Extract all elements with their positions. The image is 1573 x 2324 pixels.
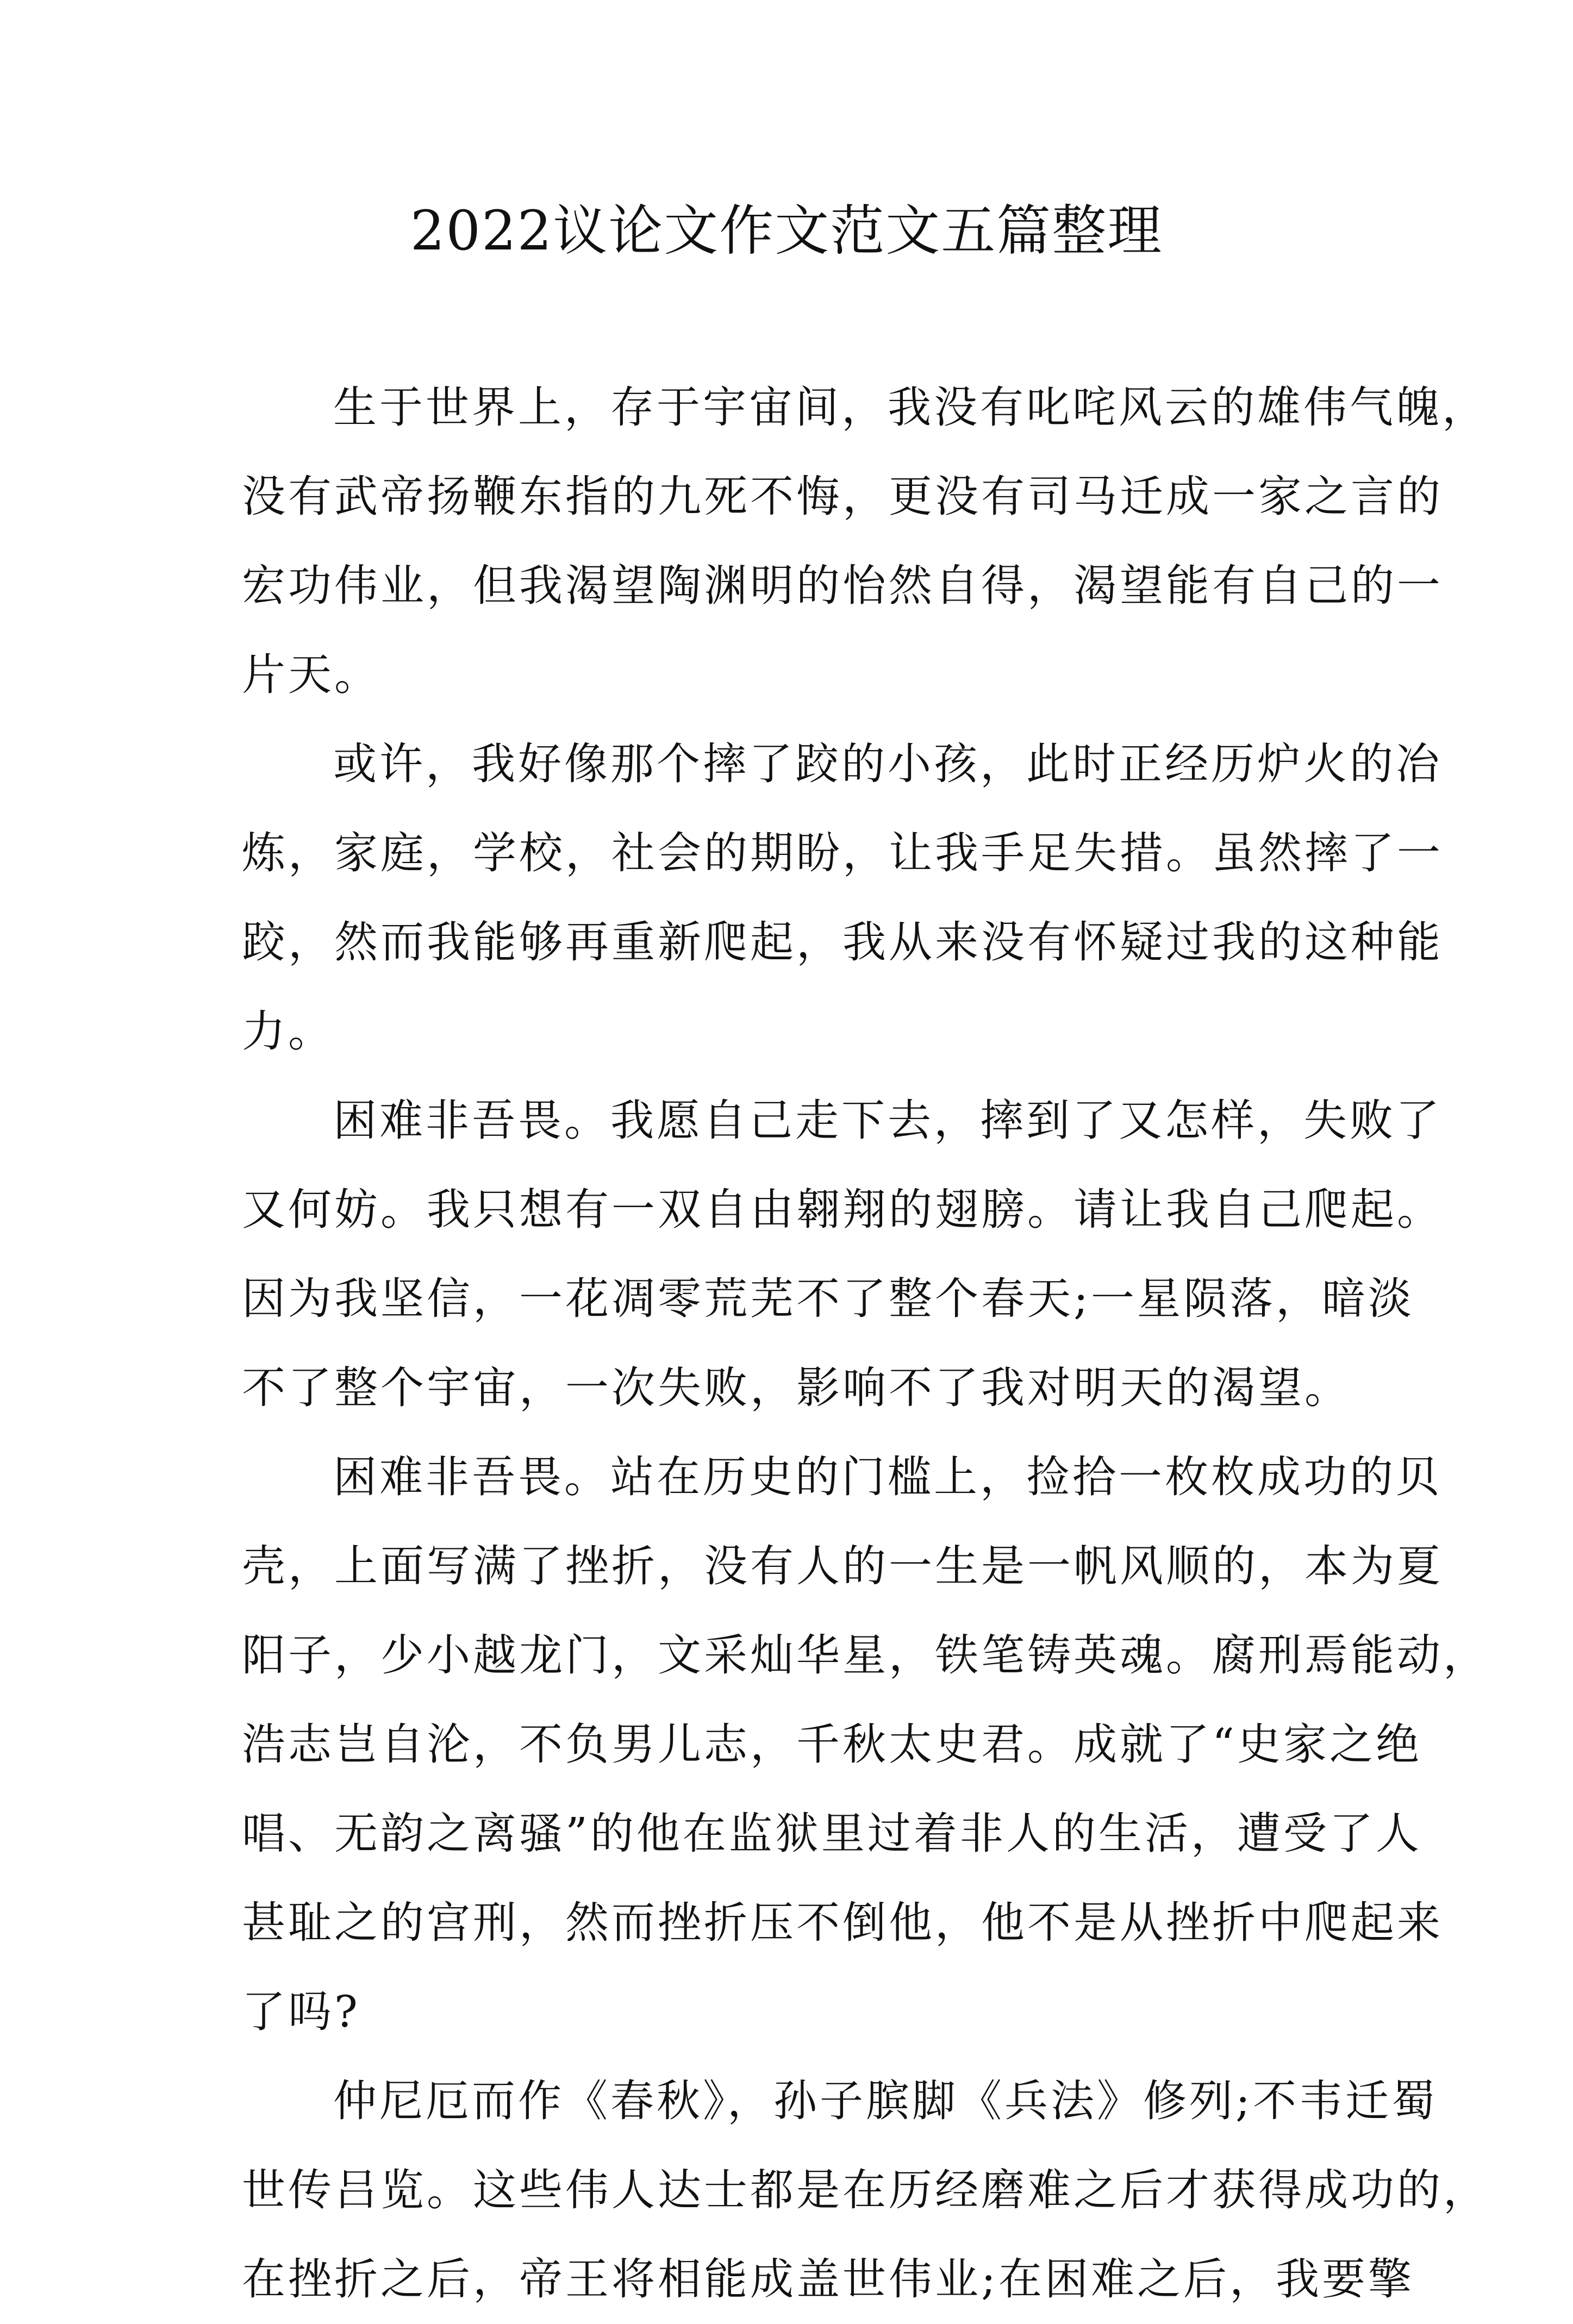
paragraph-3-line-1: 困难非吾畏。我愿自己走下去，摔到了又怎样，失败了 [333,1095,1442,1146]
paragraph-1-line-1: 生于世界上，存于宇宙间，我没有叱咤风云的雄伟气魄， [333,382,1488,433]
paragraph-3-line-3: 因为我坚信，一花凋零荒芜不了整个春天;一星陨落，暗淡 [242,1273,1414,1324]
paragraph-2-line-1: 或许，我好像那个摔了跤的小孩，此时正经历炉火的冶 [333,739,1442,789]
paragraph-3-line-4: 不了整个宇宙，一次失败，影响不了我对明天的渴望。 [242,1363,1351,1413]
paragraph-4-line-1: 困难非吾畏。站在历史的门槛上，捡拾一枚枚成功的贝 [333,1452,1442,1502]
paragraph-2-line-3: 跤，然而我能够再重新爬起，我从来没有怀疑过我的这种能 [242,917,1443,967]
paragraph-5-line-2: 世传吕览。这些伟人达士都是在历经磨难之后才获得成功的， [242,2165,1489,2215]
paragraph-4-line-6: 甚耻之的宫刑，然而挫折压不倒他，他不是从挫折中爬起来 [242,1897,1443,1948]
paragraph-2-line-2: 炼，家庭，学校，社会的期盼，让我手足失措。虽然摔了一 [242,828,1443,878]
paragraph-1-line-3: 宏功伟业，但我渴望陶渊明的怡然自得，渴望能有自己的一 [242,560,1443,611]
paragraph-4-line-2: 壳，上面写满了挫折，没有人的一生是一帆风顺的，本为夏 [242,1541,1443,1591]
paragraph-2-line-4: 力。 [242,1006,334,1057]
paragraph-4-line-7: 了吗? [242,1986,360,2037]
paragraph-4-line-3: 阳子，少小越龙门，文采灿华星，铁笔铸英魂。腐刑焉能动， [242,1630,1489,1680]
document-body [242,363,1489,2324]
paragraph-4-line-4: 浩志岂自沦，不负男儿志，千秋太史君。成就了“史家之绝 [242,1719,1422,1770]
paragraph-1-line-2: 没有武帝扬鞭东指的九死不悔，更没有司马迁成一家之言的 [242,471,1443,522]
paragraph-4-line-5: 唱、无韵之离骚”的他在监狱里过着非人的生活，遭受了人 [242,1808,1422,1859]
document-title: 2022议论文作文范文五篇整理 [410,199,1163,263]
paragraph-3-line-2: 又何妨。我只想有一双自由翱翔的翅膀。请让我自己爬起。 [242,1184,1443,1235]
paragraph-1-line-4: 片天。 [242,649,380,700]
paragraph-5-line-1: 仲尼厄而作《春秋》，孙子膑脚《兵法》修列;不韦迁蜀 [333,2076,1438,2126]
paragraph-5-line-3: 在挫折之后，帝王将相能成盖世伟业;在困难之后，我要擎 [242,2254,1414,2304]
